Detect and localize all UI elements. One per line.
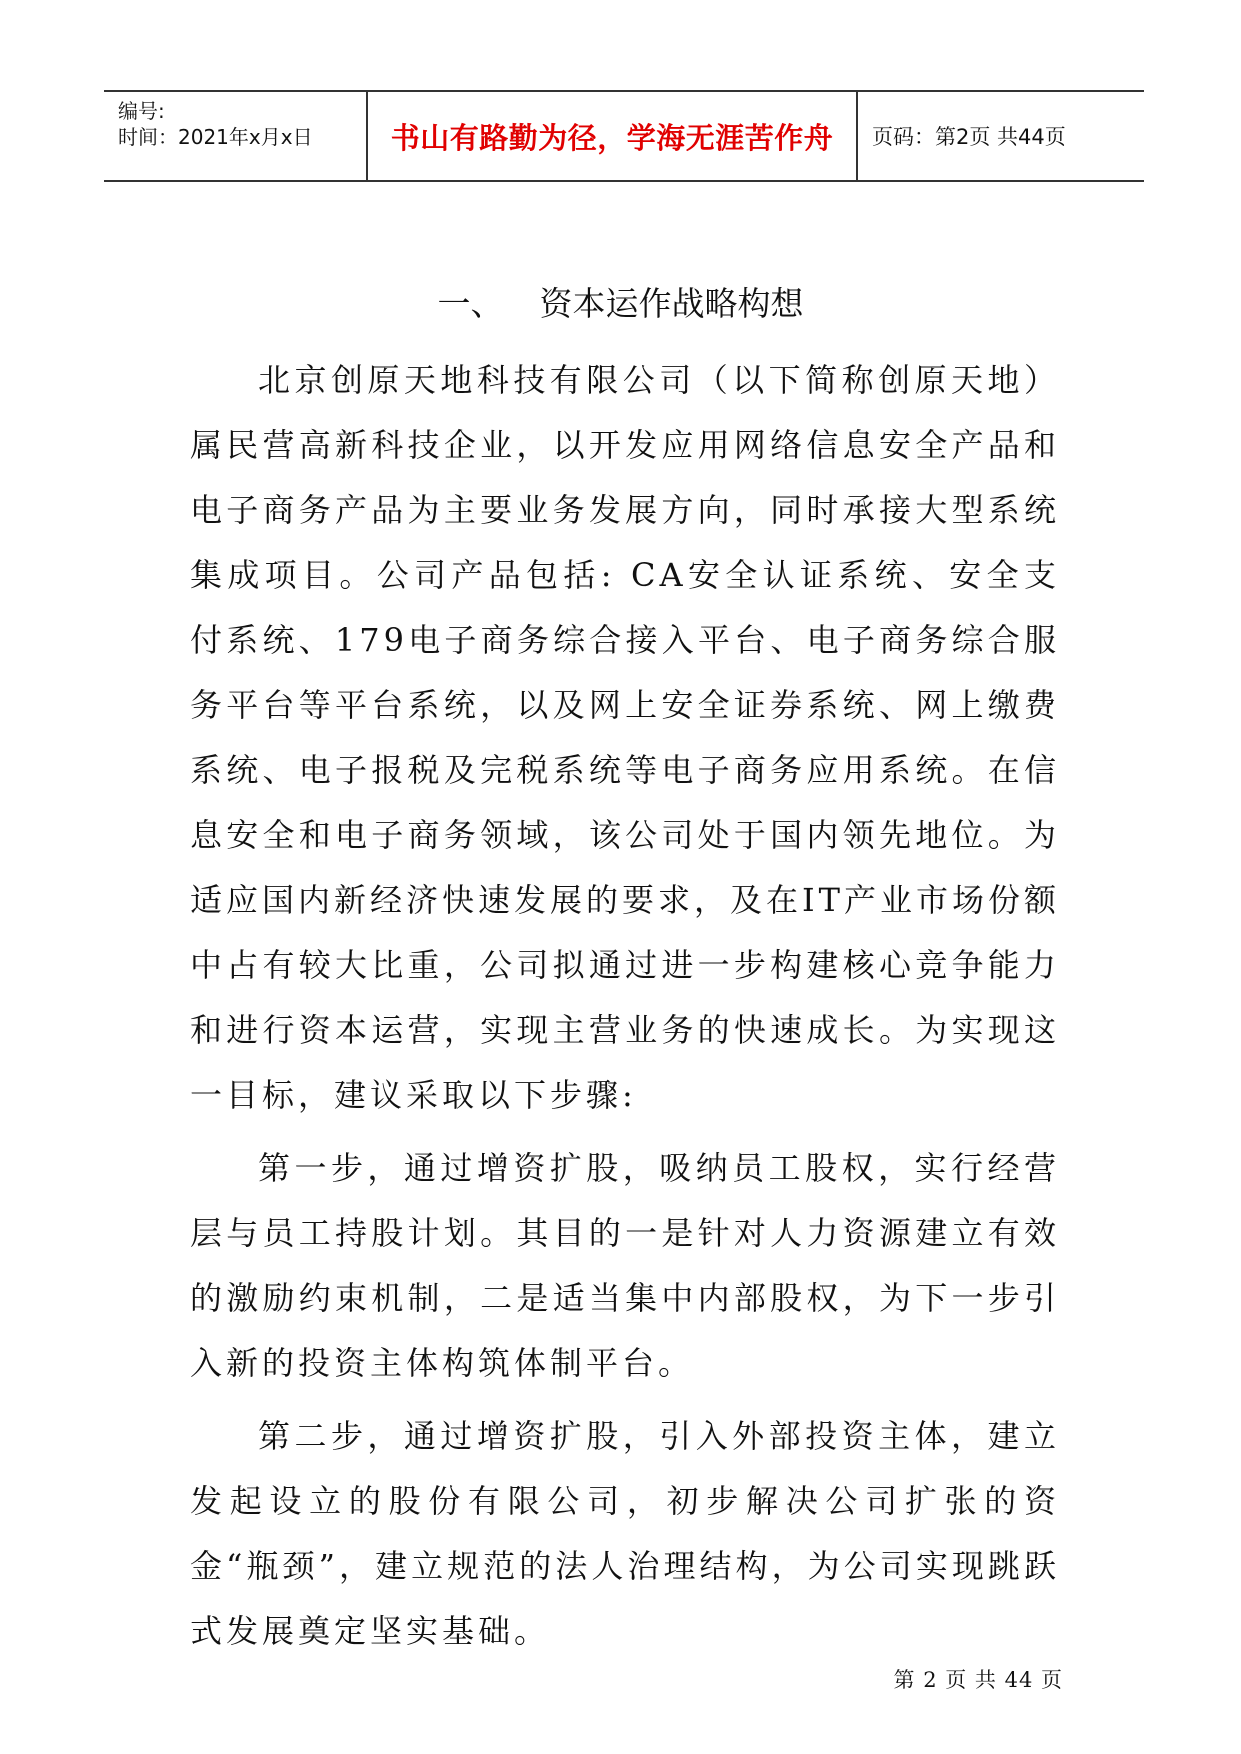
section-heading [0,282,1241,326]
paragraph-company-overview: 北京创原天地科技有限公司（以下简称创原天地）属民营高新科技企业，以开发应用网络信息安全产品和电子商务产品为主要业务发展方向，同时承接大型系统集成项目。公司产品包括: CA安全认证系统、安全支付系统、179电子商务综合接入平台、电子商务综合服务平台等平台系统，以及网上安全证券系统、网上缴费系统、电子报税及完税系统等电子商务应用系统。在信息安全和电子商务领域，该公司处于国内领先地位。为适应国内新经济快速发展的要求，及在IT产业市场份额中占有较大比重，公司拟通过进一步构建核心竞争能力和进行资本运营，实现主营业务的快速成长。为实现这一目标，建议采取以下步骤: [190,361,1060,1114]
paragraph-step-one: 第一步，通过增资扩股，吸纳员工股权，实行经营层与员工持股计划。其目的一是针对人力资源建立有效的激励约束机制，二是适当集中内部股权，为下一步引入新的投资主体构筑体制平台。 [190,1149,1060,1382]
page-footer: 第 2 页 共 44 页 [893,1668,1063,1692]
document-body [190,348,1060,1664]
page-header [104,90,1144,182]
section-number: 一、 [437,284,504,323]
paragraph-step-two: 第二步，通过增资扩股，引入外部投资主体，建立发起设立的股份有限公司，初步解决公司扩张的资金“瓶颈”，建立规范的法人治理结构，为公司实现跳跃式发展奠定坚实基础。 [190,1417,1060,1650]
document-number-label: 编号: [118,99,165,123]
document-time: 时间：2021年x月x日 [118,125,313,149]
header-page-number: 页码：第2页 共44页 [872,125,1066,149]
section-title: 资本运作战略构想 [539,284,804,323]
header-meta [104,92,368,180]
header-motto: 书山有路勤为径，学海无涯苦作舟 [368,92,858,180]
